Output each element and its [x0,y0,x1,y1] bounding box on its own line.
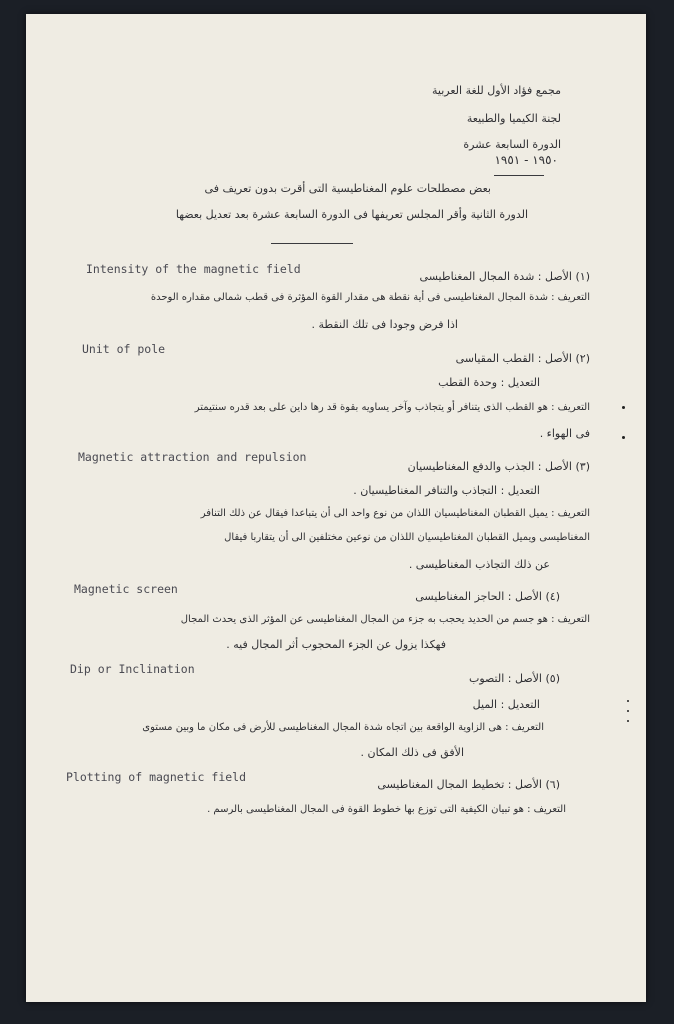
header-session: الدورة السابعة عشرة [463,138,561,151]
margin-mark [622,436,625,439]
header-years: ١٩٥٠ - ١٩٥١ [494,153,558,167]
term-2-amendment: التعديل : وحدة القطب [438,376,540,389]
term-1-english: Intensity of the magnetic field [86,262,301,276]
intro-line-1: بعض مصطلحات علوم المغناطيسية التى أقرت بدون تعريف فى [204,182,491,195]
term-1-definition: التعريف : شدة المجال المغناطيسى فى أية نقطة هى مقدار القوة المؤثرة فى قطب شمالى مقداره الوحدة [150,292,590,303]
term-5-amendment: التعديل : الميل [472,698,540,711]
term-2-english: Unit of pole [82,342,166,356]
header-committee: لجنة الكيميا والطبيعة [466,112,561,125]
term-2-definition: التعريف : هو القطب الذى يتنافر أو يتجاذب وآخر يساويه بقوة قد رها داين على بعد قدره سنتيمتر [194,402,590,413]
term-4-origin: (٤) الأصل : الحاجز المغناطيسى [415,590,560,603]
intro-divider [271,243,353,244]
term-5-definition-cont: الأفق فى ذلك المكان . [360,746,464,759]
term-5-origin: (٥) الأصل : التصوب [468,672,560,685]
term-4-english: Magnetic screen [74,582,178,596]
intro-line-2: الدورة الثانية وأقر المجلس تعريفها فى الدورة السابعة عشرة بعد تعديل بعضها [175,208,528,221]
term-5-definition: التعريف : هى الزاوية الواقعة بين اتجاه شدة المجال المغناطيسى للأرض فى مكان ما وبين مستوى [142,722,544,733]
term-3-definition-cont-2: عن ذلك التجاذب المغناطيسى . [408,558,550,571]
term-1-origin: (١) الأصل : شدة المجال المغناطيسى [419,270,590,283]
term-2-origin: (٢) الأصل : القطب المقياسى [455,352,590,365]
header-academy: مجمع فؤاد الأول للغة العربية [432,84,561,97]
term-6-origin: (٦) الأصل : تخطيط المجال المغناطيسى [377,778,560,791]
term-3-origin: (٣) الأصل : الجذب والدفع المغناطيسيان [407,460,590,473]
term-4-definition-cont: فهكذا يزول عن الجزء المحجوب أثر المجال فيه . [226,638,446,651]
term-6-definition: التعريف : هو تبيان الكيفية التى توزع بها خطوط القوة فى المجال المغناطيسى بالرسم . [207,804,566,815]
term-3-definition-cont-1: المغناطيسى ويميل القطبان المغناطيسيان اللذان من نوعين مختلفين الى أن يتقاربا فيقال [224,532,590,543]
term-3-definition: التعريف : يميل القطبان المغناطيسيان اللذان من نوع واحد الى أن يتباعدا فيقال عن ذلك التنافر [200,508,590,519]
document-page [26,14,646,1002]
term-4-definition: التعريف : هو جسم من الحديد يحجب به جزء من المجال المغناطيسى عن المؤثر الذى يحدث المجال [180,614,590,625]
term-5-english: Dip or Inclination [70,662,195,676]
term-2-definition-cont: فى الهواء . [539,427,590,440]
margin-mark [627,720,629,722]
term-3-english: Magnetic attraction and repulsion [78,450,307,464]
term-3-amendment: التعديل : التجاذب والتنافر المغناطيسيان . [353,484,540,497]
header-underline [494,175,544,176]
margin-mark [627,710,629,712]
term-6-english: Plotting of magnetic field [66,770,247,784]
margin-mark [622,406,625,409]
margin-mark [627,700,629,702]
term-1-definition-cont: اذا فرض وجودا فى تلك النقطة . [311,318,458,331]
